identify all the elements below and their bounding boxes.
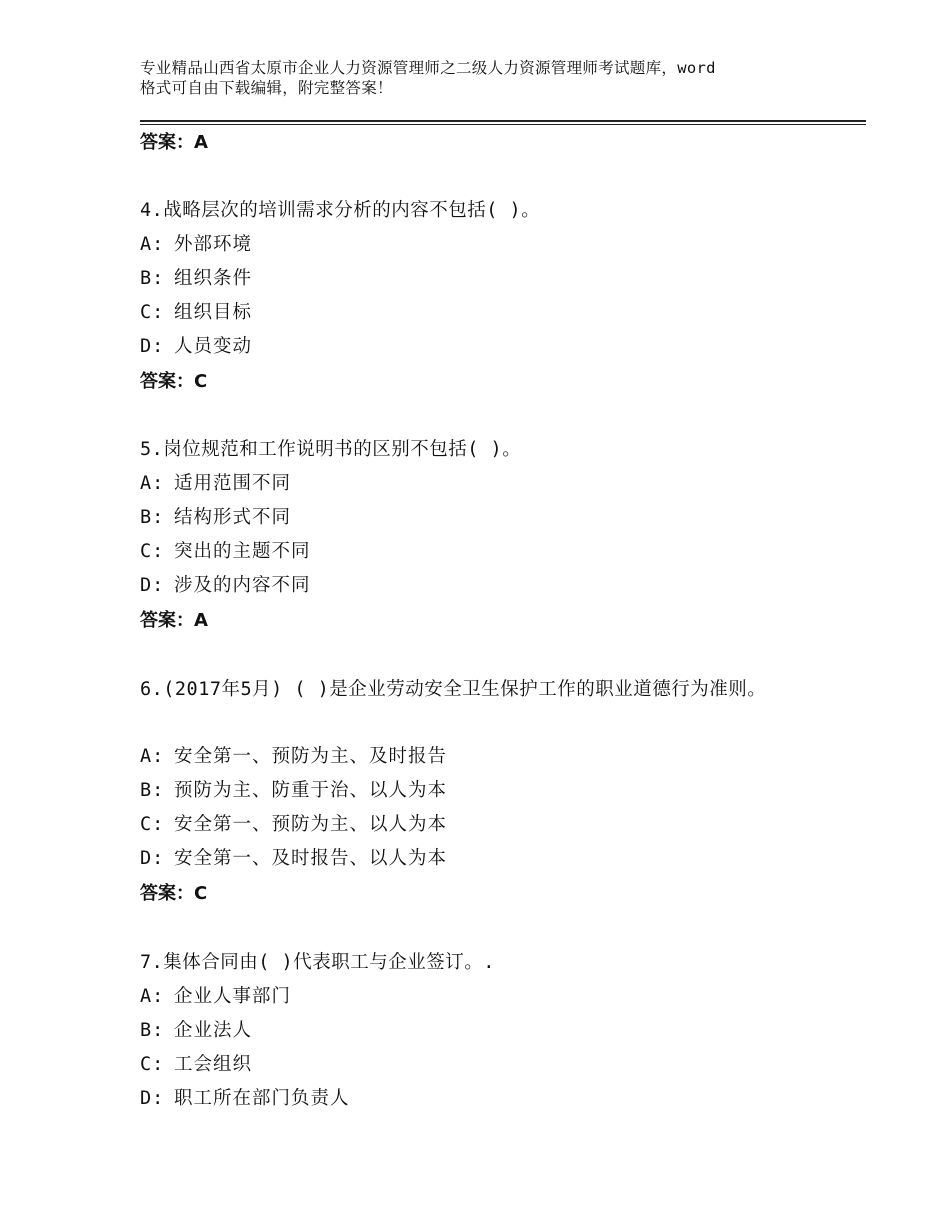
option-label: C:: [140, 541, 165, 562]
option-label: A:: [140, 473, 165, 494]
answer-q3: 答案：A: [140, 132, 208, 153]
option-5b: [140, 506, 291, 530]
document-header: [140, 58, 840, 98]
option-4b: [140, 267, 252, 291]
option-text: 组织目标: [174, 302, 253, 323]
option-text: 涉及的内容不同: [174, 575, 311, 596]
option-7a: [140, 985, 291, 1009]
option-4d: [140, 335, 252, 359]
answer-q6: 答案：C: [140, 883, 208, 904]
option-text: 突出的主题不同: [174, 541, 311, 562]
option-label: A:: [140, 234, 165, 255]
header-rule-thin: [140, 124, 866, 125]
option-label: C:: [140, 814, 165, 835]
option-6b: [140, 779, 447, 803]
option-text: 适用范围不同: [174, 473, 292, 494]
option-label: D:: [140, 336, 165, 357]
answer-q5: 答案：A: [140, 610, 208, 631]
header-rule-thick: [140, 120, 866, 122]
option-text: 企业法人: [174, 1020, 253, 1041]
option-5d: [140, 574, 311, 598]
option-text: 结构形式不同: [174, 507, 292, 528]
option-6d: [140, 847, 447, 871]
option-text: 安全第一、预防为主、及时报告: [174, 746, 448, 767]
option-label: A:: [140, 746, 165, 767]
option-6a: [140, 745, 447, 769]
option-7c: [140, 1053, 252, 1077]
option-text: 工会组织: [174, 1054, 253, 1075]
option-7b: [140, 1019, 252, 1043]
option-label: D:: [140, 1088, 165, 1109]
option-4c: [140, 301, 252, 325]
header-line-2: 格式可自由下载编辑，附完整答案！: [140, 79, 393, 97]
header-line-1: 专业精品山西省太原市企业人力资源管理师之二级人力资源管理师考试题库，word: [140, 59, 716, 77]
option-text: 组织条件: [174, 268, 253, 289]
option-label: C:: [140, 1054, 165, 1075]
question-5: 5.岗位规范和工作说明书的区别不包括( )。: [140, 439, 522, 460]
option-text: 职工所在部门负责人: [174, 1088, 350, 1109]
option-label: B:: [140, 1020, 165, 1041]
option-label: B:: [140, 780, 165, 801]
option-label: B:: [140, 268, 165, 289]
option-text: 企业人事部门: [174, 986, 292, 1007]
option-5c: [140, 540, 311, 564]
option-label: C:: [140, 302, 165, 323]
option-6c: [140, 813, 447, 837]
option-text: 安全第一、预防为主、以人为本: [174, 814, 448, 835]
question-4: 4.战略层次的培训需求分析的内容不包括( )。: [140, 200, 541, 221]
option-label: D:: [140, 575, 165, 596]
option-4a: [140, 233, 252, 257]
option-7d: [140, 1087, 350, 1111]
option-label: B:: [140, 507, 165, 528]
option-text: 人员变动: [174, 336, 253, 357]
question-7: 7.集体合同由( )代表职工与企业签订。.: [140, 952, 495, 973]
option-text: 安全第一、及时报告、以人为本: [174, 848, 448, 869]
option-5a: [140, 472, 291, 496]
question-6: 6.(2017年5月) ( )是企业劳动安全卫生保护工作的职业道德行为准则。: [140, 679, 767, 700]
option-label: A:: [140, 986, 165, 1007]
option-text: 外部环境: [174, 234, 253, 255]
answer-q4: 答案：C: [140, 371, 208, 392]
option-text: 预防为主、防重于治、以人为本: [174, 780, 448, 801]
option-label: D:: [140, 848, 165, 869]
